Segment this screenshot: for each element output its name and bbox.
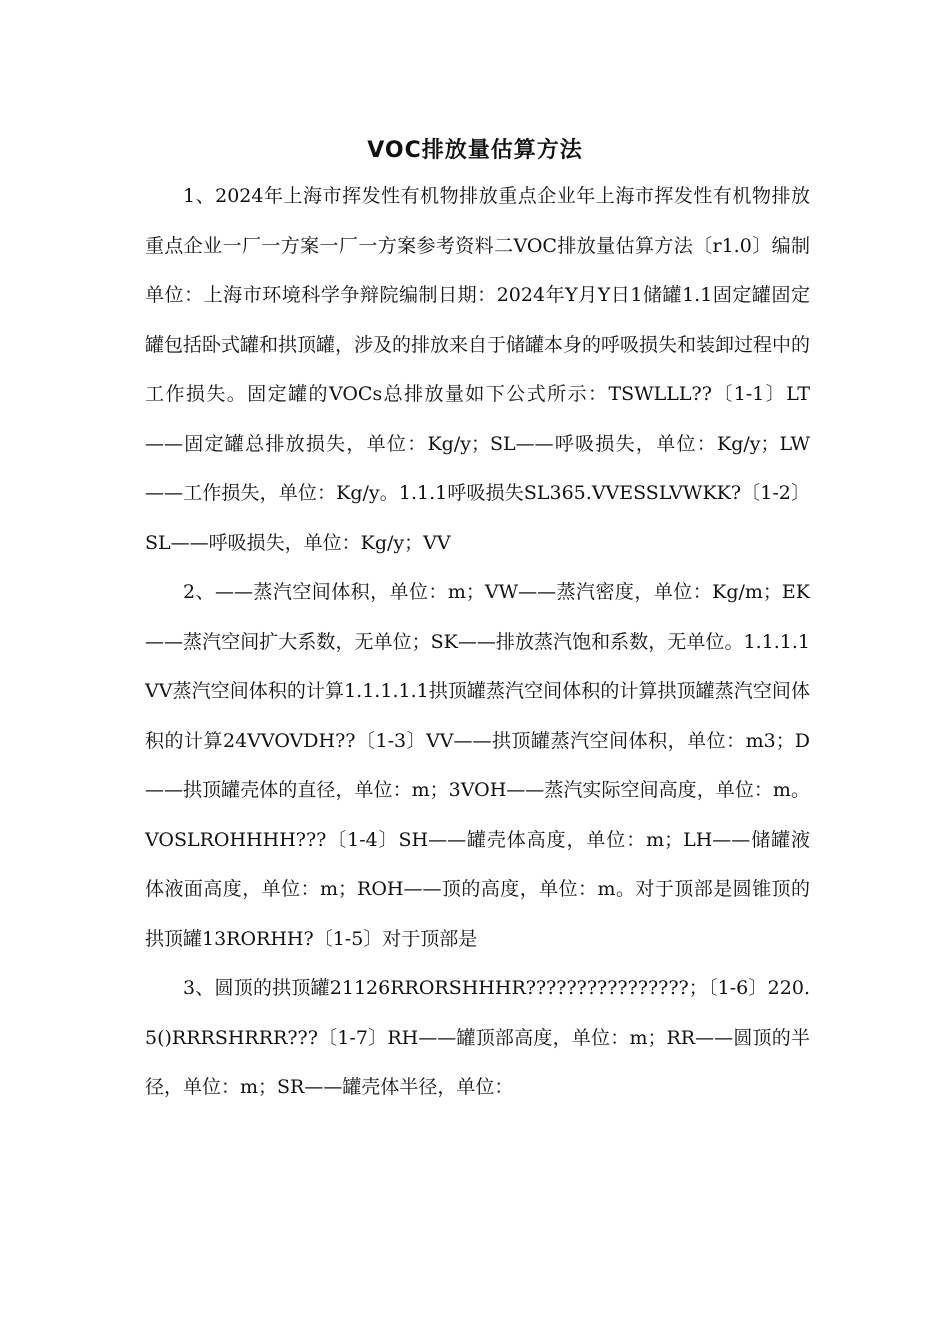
document-body	[145, 172, 810, 1113]
paragraph-2: 2、——蒸汽空间体积，单位：m；VW——蒸汽密度，单位：Kg/m；EK——蒸汽空间扩大系数，无单位；SK——排放蒸汽饱和系数，无单位。1.1.1.1VV蒸汽空间体积的计算1.1.1.1.1拱顶罐蒸汽空间体积的计算拱顶罐蒸汽空间体积的计算24VVOVDH??〔1-3〕VV——拱顶罐蒸汽空间体积，单位：m3；D——拱顶罐壳体的直径，单位：m；3VOH——蒸汽实际空间高度，单位：m。VOSLROHHHH???〔1-4〕SH——罐壳体高度，单位：m；LH——储罐液体液面高度，单位：m；ROH——顶的高度，单位：m。对于顶部是圆锥顶的拱顶罐13RORHH?〔1-5〕对于顶部是	[145, 581, 810, 950]
paragraph-1: 1、2024年上海市挥发性有机物排放重点企业年上海市挥发性有机物排放重点企业一厂一方案一厂一方案参考资料二VOC排放量估算方法〔r1.0〕编制单位：上海市环境科学争辩院编制日期：2024年Y月Y日1储罐1.1固定罐固定罐包括卧式罐和拱顶罐，涉及的排放来自于储罐本身的呼吸损失和装卸过程中的工作损失。固定罐的VOCs总排放量如下公式所示：TSWLLL??〔1-1〕LT——固定罐总排放损失，单位：Kg/y；SL——呼吸损失，单位：Kg/y；LW——工作损失，单位：Kg/y。1.1.1呼吸损失SL365.VVESSLVWKK?〔1-2〕SL——呼吸损失，单位：Kg/y；VV	[145, 185, 811, 554]
document-title: VOC排放量估算方法	[367, 138, 583, 163]
paragraph-3: 3、圆顶的拱顶罐21126RRORSHHHR????????????????；〔1-6〕220.5()RRRSHRRR???〔1-7〕RH——罐顶部高度，单位：m；RR——圆顶的半径，单位：m；SR——罐壳体半径，单位：	[145, 977, 810, 1098]
